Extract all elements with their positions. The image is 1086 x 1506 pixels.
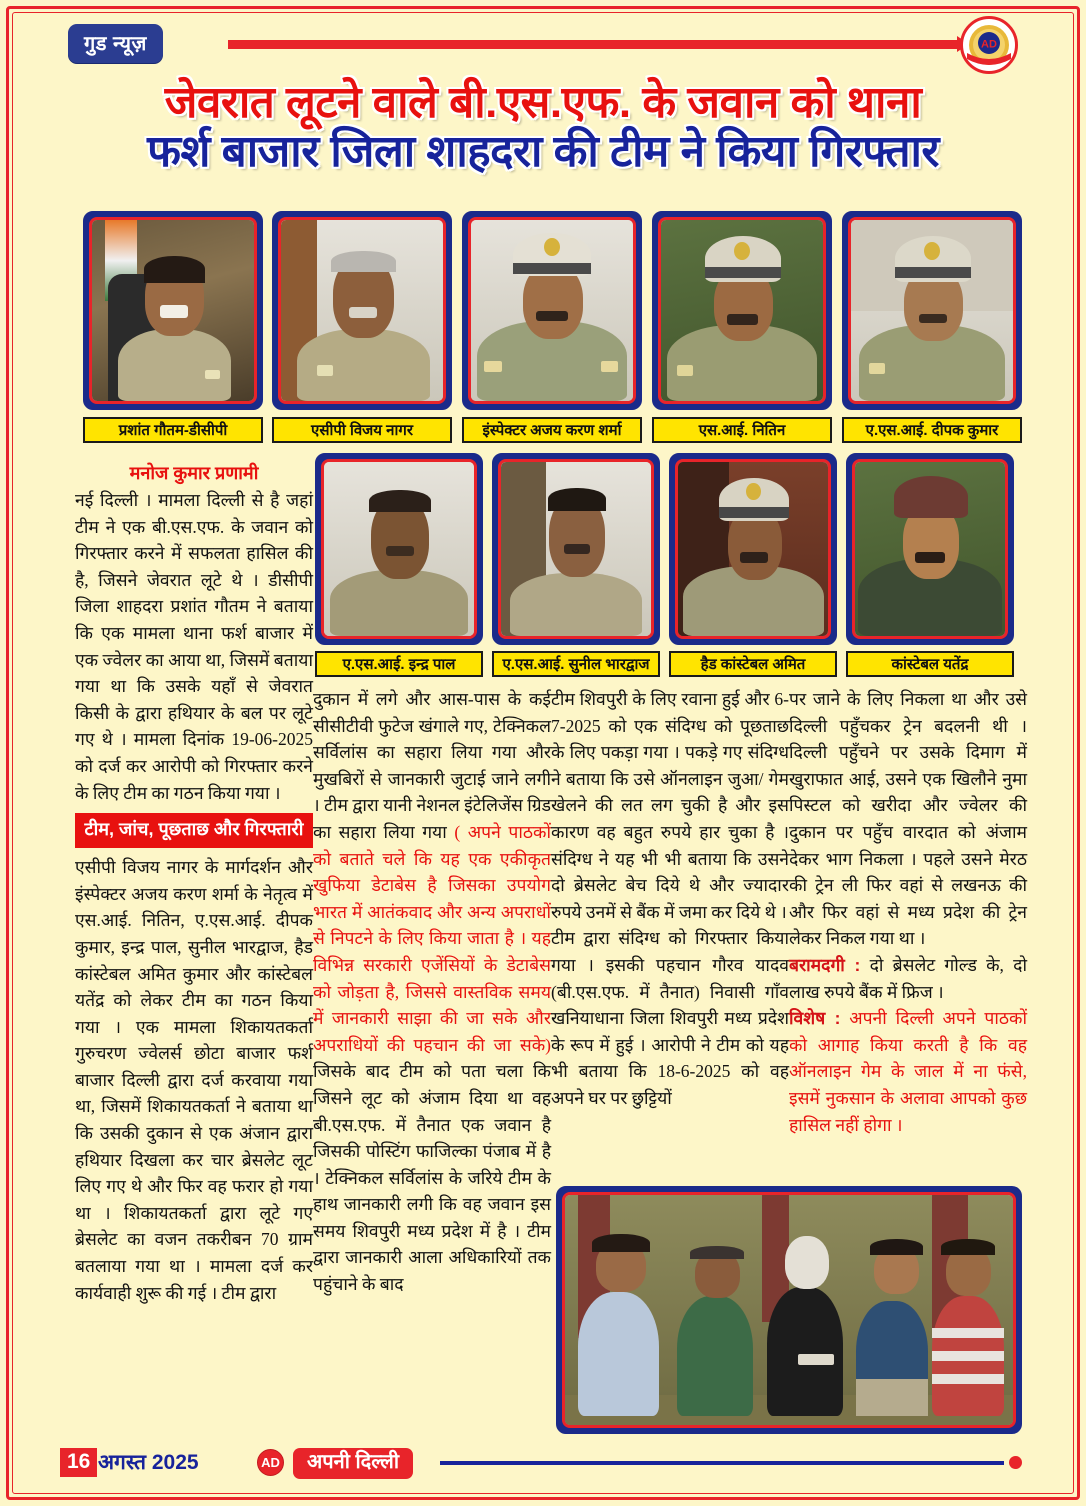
column3-para1: टीम शिवपुरी के लिए रवाना हुई और 6-7-2025 को एक संदिग्ध को पूछताछ के लिए पकड़ा गया । पकड़े गए संदिग्ध ने बताया कि उसे ऑनलाइन जुआ/ गेम खेलने की लत लग चुकी है और इस कारण वह बहुत रुपये हार चुका है । संदिग्ध ने यह भी भी बताया कि उसने दो ब्रेसलेट बेच दिये थे और ज्यादार रुपये उनमें से बैंक में जमा कर दिये थे ।: [551, 689, 789, 922]
special-label: विशेष :: [789, 1008, 841, 1029]
column4-recovery: [789, 952, 1027, 1005]
officer-caption-4: एस.आई. नितिन: [652, 417, 832, 443]
article-column-4: [789, 686, 1027, 1138]
group-arrest-photo: [556, 1186, 1022, 1434]
officer-photo-6: [315, 453, 483, 645]
column4-special: [789, 1005, 1027, 1138]
footer-logo-icon: AD: [257, 1449, 284, 1476]
top-bar: [68, 22, 1018, 66]
headline-line-2: फर्श बाजार जिला शाहदरा की टीम ने किया गिरफ्तार: [147, 127, 939, 177]
officer-caption-6: ए.एस.आई. इन्द्र पाल: [315, 651, 483, 677]
article-column-1: [75, 462, 313, 1306]
officer-caption-9: कांस्टेबल यतेंद्र: [846, 651, 1014, 677]
column1-para2: एसीपी विजय नागर के मार्गदर्शन और इंस्पेक्टर अजय करण शर्मा के नेतृत्व में एस.आई. नितिन, ए.एस.आई. दीपक कुमार, इन्द्र पाल, सुनील भारद्वाज, हैड कांस्टेबल अमित कुमार और कांस्टेबल यतेंद्र को लेकर टीम का गठन किया गया । एक मामला शिकायतकर्ता गुरुचरण ज्वेलर्स छोटा बाजार फर्श बाजार दिल्ली द्वारा दर्ज करवाया गया था, जिसमें शिकायतकर्ता ने बताया था कि उसकी दुकान से एक अंजान द्वारा हथियार दिखला कर चार ब्रेसलेट लूट लिए गए थे और फिर वह फरार हो गया था । शिकायतकर्ता द्वारा लूटे गए ब्रेसलेट का वजन तकरीबन 70 ग्राम बतलाया गया था । मामला दर्ज कर कार्यवाही शुरू की गई । टीम द्वारा: [75, 857, 313, 1303]
paper-name: अपनी दिल्ली: [293, 1448, 413, 1479]
officer-photo-8: [669, 453, 837, 645]
column3-para2: टीम द्वारा संदिग्ध को गिरफ्तार किया गया । इसकी पहचान गौरव यादव (बी.एस.एफ. में तैनात) निवासी गाँव खनियाधाना जिला शिवपुरी मध्य प्रदेश के रूप में हुई । आरोपी ने टीम को यह भी बताया कि 18-6-2025 को वह अपने घर पर छुट्टियों: [551, 928, 789, 1108]
article-column-3: [551, 686, 789, 1112]
publication-date: अगस्त 2025: [98, 1451, 199, 1474]
column4-para1: पर जाने के लिए निकला था और उसे दिल्ली पहुँचकर ट्रेन बदलनी थी । दिल्ली पहुँचने पर उसके दिमाग में खुराफात आई, उसने एक खिलौने नुमा पिस्टल को खरीदा और ज्वेलर की दुकान पर पहुँच वारदात को अंजाम देकर भाग निकला । पहले उसने मेरठ की ट्रेन ली फिर वहां से लखनऊ की और फिर वहां से मध्य प्रदेश की ट्रेन लेकर निकल गया था ।: [789, 689, 1027, 949]
column2-part2: जिसके बाद टीम को पता चला कि जिसने लूट को अंजाम दिया था वह बी.एस.एफ. में तैनात एक जवान है जिसकी पोस्टिंग फाजिल्का पंजाब में है । टेक्निकल सर्विलांस के जरिये टीम के हाथ जानकारी लगी कि वह जवान इस समय शिवपुरी मध्य प्रदेश में है । टीम द्वारा जानकारी आला अधिकारियों तक पहुंचाने के बाद: [313, 1061, 551, 1295]
officer-photo-4: [652, 211, 832, 410]
officer-photo-3: [462, 211, 642, 410]
column2-part1: दुकान में लगे और आस-पास के कई सीसीटीवी फुटेज खंगाले गए, टेक्निकल सर्विलांस का सहारा लिया गया और मुखबिरों से जानकारी जुटाई जाने लगी । टीम द्वारा यानी नेशनल इंटेलिजेंस ग्रिड का सहारा लिया गया: [313, 689, 551, 842]
column2-text: [313, 686, 551, 1298]
special-text: अपनी दिल्ली अपने पाठकों को आगाह किया करती है कि वह ऑनलाइन गेम के जाल में ना फंसे, इसमें नुकसान के अलावा आपको कुछ हासिल नहीं होगा ।: [789, 1008, 1028, 1135]
officer-caption-2: एसीपी विजय नागर: [272, 417, 452, 443]
recovery-label: बरामदगी :: [789, 954, 861, 975]
good-news-badge: गुड न्यूज़: [68, 24, 163, 63]
byline: मनोज कुमार प्रणामी: [129, 463, 259, 483]
recovery-text: दो ब्रेसलेट गोल्ड के, दो लाख रुपये बैंक में फ्रिज ।: [789, 954, 1027, 1002]
officer-caption-7: ए.एस.आई. सुनील भारद्वाज: [492, 651, 660, 677]
subheading-box: टीम, जांच, पूछताछ और गिरफ्तारी: [75, 813, 313, 848]
officer-photo-5: [842, 211, 1022, 410]
officer-caption-5: ए.एस.आई. दीपक कुमार: [842, 417, 1022, 443]
logo-emblem-icon: [963, 19, 1015, 71]
footer-dot: [1009, 1456, 1022, 1469]
officer-caption-1: प्रशांत गौतम-डीसीपी: [83, 417, 263, 443]
page-number: 16: [60, 1448, 97, 1477]
officer-photo-1: [83, 211, 263, 410]
masthead-logo-icon: [960, 16, 1018, 74]
headline: [50, 78, 1036, 177]
page-footer: [60, 1448, 1022, 1480]
footer-rule: [440, 1461, 1004, 1465]
officer-caption-8: हैड कांस्टेबल अमित: [669, 651, 837, 677]
officer-photo-7: [492, 453, 660, 645]
officer-caption-3: इंस्पेक्टर अजय करण शर्मा: [462, 417, 642, 443]
column1-para1: नई दिल्ली । मामला दिल्ली से है जहां टीम ने एक बी.एस.एफ. के जवान को गिरफ्तार करने में सफलता हासिल की है, जिसने जेवरात लूटे थे । डीसीपी जिला शाहदरा प्रशांत गौतम ने बताया कि एक मामला थाना फर्श बाजार में एक ज्वेलर का आया था, जिसमें बताया गया था कि उसके यहाँ से जेवरात किसी के द्वारा हथियार के बल पर लूटे गए थे । मामला दिनांक 19-06-2025 को दर्ज कर आरोपी को गिरफ्तार करने के लिए टीम का गठन किया गया ।: [75, 490, 313, 803]
column2-red-note: ( अपने पाठकों को बताते चले कि यह एक एकीकृत खुफिया डेटाबेस है जिसका उपयोग भारत में आतंकवाद और अन्य अपराधों से निपटने के लिए किया जाता है । यह विभिन्न सरकारी एजेंसियों के डेटाबेस को जोड़ता है, जिससे वास्तविक समय में जानकारी साझा की जा सके और अपराधियों की पहचान की जा सके): [313, 821, 551, 1055]
officer-photo-2: [272, 211, 452, 410]
headline-line-1: जेवरात लूटने वाले बी.एस.एफ. के जवान को थाना: [164, 78, 922, 127]
svg-text:AD: AD: [981, 38, 997, 51]
top-rule: [228, 40, 960, 49]
article-column-2: [313, 686, 551, 1298]
officer-photo-9: [846, 453, 1014, 645]
